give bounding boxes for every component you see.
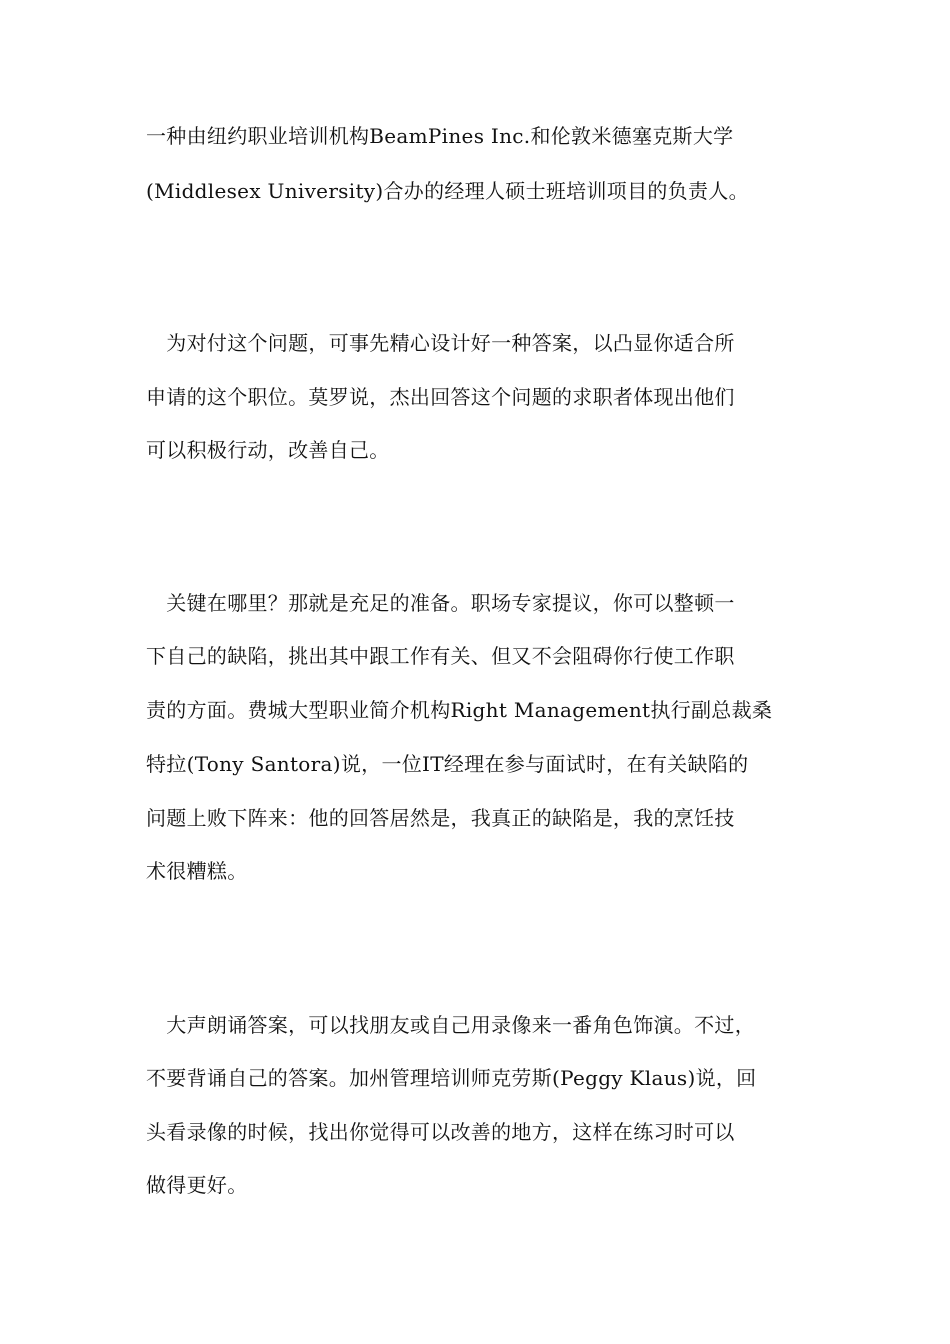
paragraph-3-line-6: 术很糟糕。: [146, 859, 248, 883]
paragraph-3-line-1: 关键在哪里？那就是充足的准备。职场专家提议，你可以整顿一: [146, 591, 735, 615]
paragraph-3-line-5: 问题上败下阵来：他的回答居然是，我真正的缺陷是，我的烹饪技: [146, 806, 735, 830]
paragraph-3-line-3: 责的方面。费城大型职业简介机构Right Management执行副总裁桑: [146, 698, 773, 722]
paragraph-3-line-4: 特拉(Tony Santora)说，一位IT经理在参与面试时，在有关缺陷的: [146, 752, 749, 776]
paragraph-2-line-2: 申请的这个职位。莫罗说，杰出回答这个问题的求职者体现出他们: [146, 385, 735, 409]
paragraph-4-line-2: 不要背诵自己的答案。加州管理培训师克劳斯(Peggy Klaus)说，回: [146, 1066, 757, 1090]
paragraph-2-line-3: 可以积极行动，改善自己。: [146, 438, 390, 462]
paragraph-4-line-3: 头看录像的时候，找出你觉得可以改善的地方，这样在练习时可以: [146, 1120, 735, 1144]
paragraph-2-line-1: 为对付这个问题，可事先精心设计好一种答案，以凸显你适合所: [146, 331, 735, 355]
paragraph-1-line-2: (Middlesex University)合办的经理人硕士班培训项目的负责人。: [146, 179, 749, 203]
paragraph-1-line-1: 一种由纽约职业培训机构BeamPines Inc.和伦敦米德塞克斯大学: [146, 124, 734, 148]
paragraph-4-line-4: 做得更好。: [146, 1173, 248, 1197]
paragraph-3-line-2: 下自己的缺陷，挑出其中跟工作有关、但又不会阻碍你行使工作职: [146, 644, 735, 668]
paragraph-4-line-1: 大声朗诵答案，可以找朋友或自己用录像来一番角色饰演。不过，: [146, 1013, 755, 1037]
